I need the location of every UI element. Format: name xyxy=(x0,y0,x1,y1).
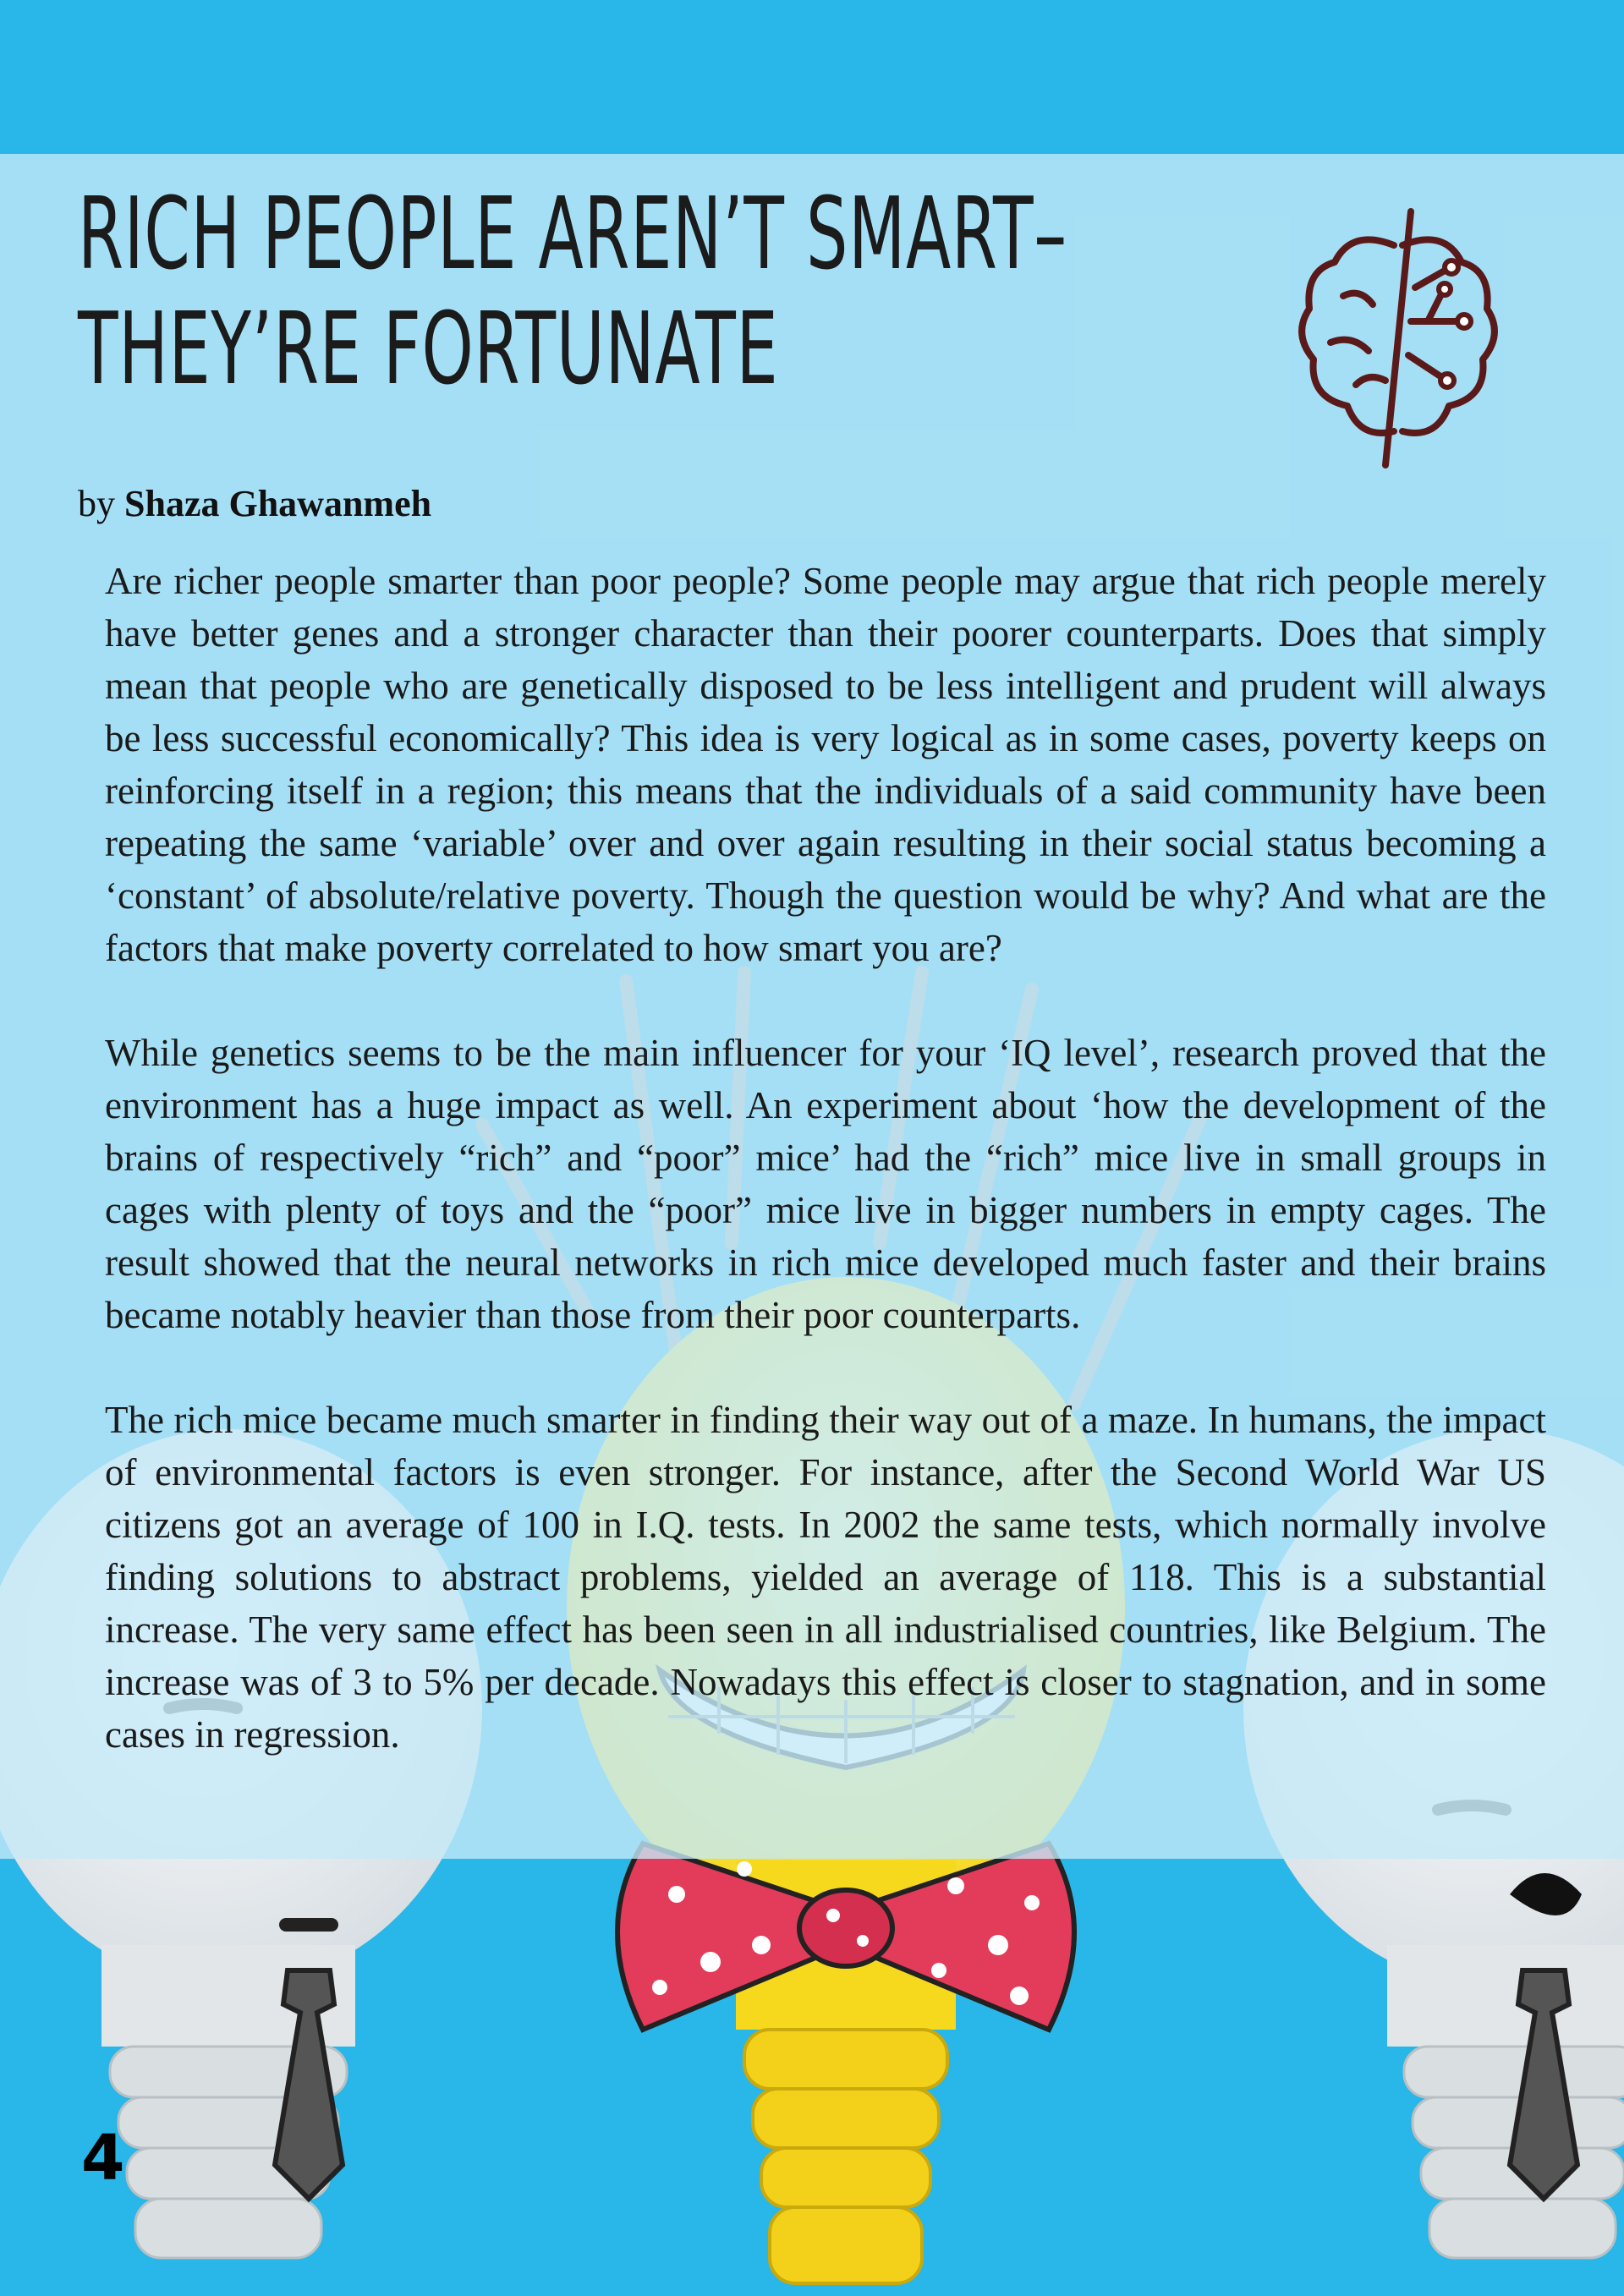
brain-circuit-icon xyxy=(1292,195,1504,482)
article-body xyxy=(105,555,1546,1813)
paragraph-2: While genetics seems to be the main influencer for your ‘IQ level’, research proved that the environment has a huge impact as well. An experiment about ‘how the development of the brains of respectively “rich” and “poor” mice’ had the “rich” mice live in small groups in cages with plenty of toys and the “poor” mice live in bigger numbers in empty cages. The result showed that the neural networks in rich mice developed much faster and their brains became notably heavier than those from their poor counterparts. xyxy=(105,1032,1546,1336)
title-line-2: THEY’RE FORTUNATE xyxy=(78,290,779,407)
byline xyxy=(78,479,431,529)
author-name: Shaza Ghawanmeh xyxy=(124,483,432,524)
title-line-1: RICH PEOPLE AREN’T SMART– xyxy=(78,175,1067,292)
article-title xyxy=(78,175,1067,407)
byline-prefix: by xyxy=(78,483,115,524)
paragraph-1: Are richer people smarter than poor people? Some people may argue that rich people merely have better genes and a stronger character than their poorer counterparts. Does that simply mean that people who are genetically disposed to be less intelligent and prudent will always be less successful economically? This idea is very logical as in some cases, poverty keeps on reinforcing itself in a region; this means that the individuals of a said community have been repeating the same ‘variable’ over and over again resulting in their social status becoming a ‘constant’ of absolute/relative poverty. Though the question would be why? And what are the factors that make poverty correlated to how smart you are? xyxy=(105,560,1546,969)
page-number: 4 xyxy=(81,2122,125,2195)
paragraph-3: The rich mice became much smarter in finding their way out of a maze. In humans, the impact of environmental factors is even stronger. For instance, after the Second World War US citizens got an average of 100 in I.Q. tests. In 2002 the same tests, which normally involve finding solutions to abstract problems, yielded an average of 118. This is a substantial increase. The very same effect has been seen in all industrialised countries, like Belgium. The increase was of 3 to 5% per decade. Nowadays this effect is closer to stagnation, and in some cases in regression. xyxy=(105,1399,1546,1756)
